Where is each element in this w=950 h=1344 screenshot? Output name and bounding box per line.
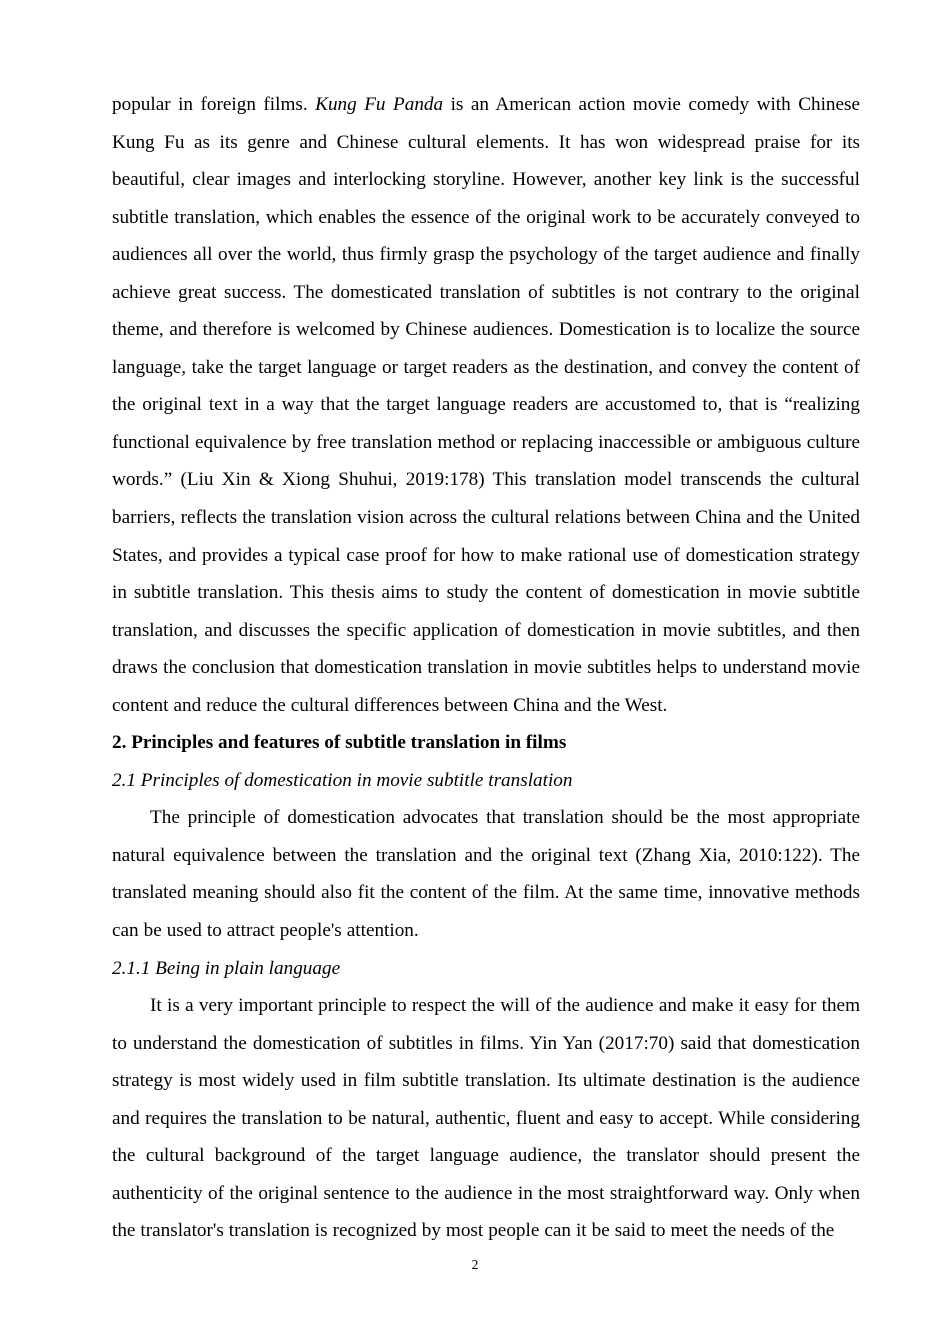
page-body-content	[112, 86, 860, 1250]
paragraph-principle-of-domestication	[112, 799, 860, 949]
text-run: The principle of domestication advocates that translation should be the most appropriate natural equivalence between the translation and the original text (Zhang Xia, 2010:122). The translated meaning should also fit the content of the film. At the same time, innovative methods can be used to attract people's attention.	[112, 807, 860, 942]
text-run: popular in foreign films.	[112, 94, 316, 115]
text-run: is an American action movie comedy with Chinese Kung Fu as its genre and Chinese cultural elements. It has won widespread praise for its beautiful, clear images and interlocking storyline. However, another key link is the successful subtitle translation, which enables the essence of the original work to be accurately conveyed to audiences all over the world, thus firmly grasp the psychology of the target audience and finally achieve great success. The domesticated translation of subtitles is not contrary to the original theme, and therefore is welcomed by Chinese audiences. Domestication is to localize the source language, take the target language or target readers as the destination, and convey the content of the original text in a way that the target language readers are accustomed to, that is “realizing functional equivalence by free translation method or replacing inaccessible or ambiguous culture words.” (Liu Xin & Xiong Shuhui, 2019:178) This translation model transcends the cultural barriers, reflects the translation vision across the cultural relations between China and the United States, and provides a typical case proof for how to make rational use of domestication strategy in subtitle translation. This thesis aims to study the content of domestication in movie subtitle translation, and discusses the specific application of domestication in movie subtitles, and then draws the conclusion that domestication translation in movie subtitles helps to understand movie content and reduce the cultural differences between China and the West.	[112, 94, 861, 716]
paragraph-intro-kung-fu-panda	[112, 86, 860, 724]
text-run: It is a very important principle to respect the will of the audience and make it easy for them to understand the domestication of subtitles in films. Yin Yan (2017:70) said that domestication strategy is most widely used in film subtitle translation. Its ultimate destination is the audience and requires the translation to be natural, authentic, fluent and easy to accept. While considering the cultural background of the target language audience, the translator should present the authenticity of the original sentence to the audience in the most straightforward way. Only when the translator's translation is recognized by most people can it be said to meet the needs of the	[112, 995, 860, 1242]
heading-2-principles-and-features: 2. Principles and features of subtitle translation in films	[112, 732, 567, 754]
page-number-footer: 2	[471, 1257, 479, 1272]
heading-2-1-1-being-in-plain-language: 2.1.1 Being in plain language	[112, 957, 341, 979]
italic-title-run: Kung Fu Panda	[315, 94, 444, 115]
heading-2-1-principles-of-domestication: 2.1 Principles of domestication in movie subtitle translation	[112, 769, 573, 791]
paragraph-being-in-plain-language	[112, 987, 860, 1250]
